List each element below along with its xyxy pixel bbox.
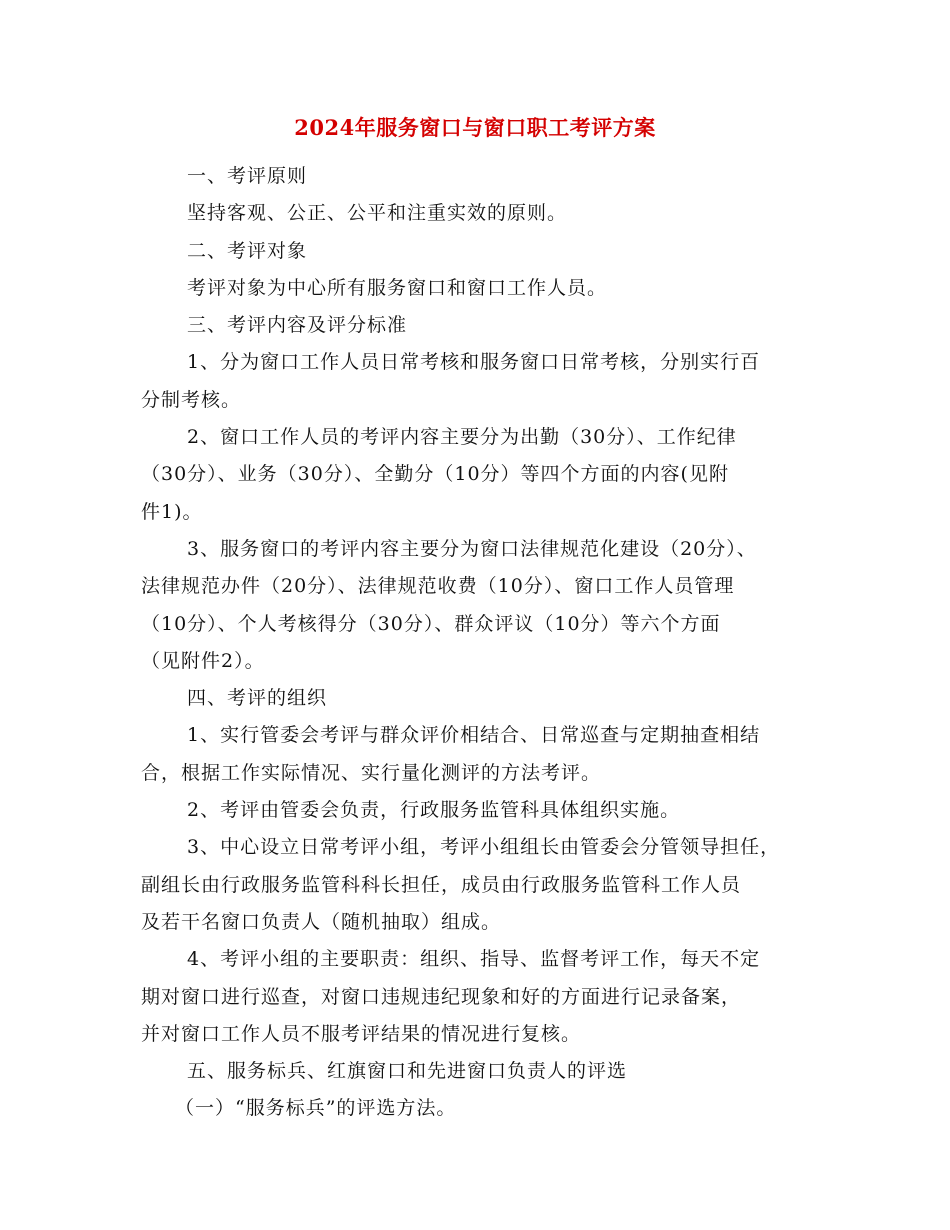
paragraph-line: 期对窗口进行巡查，对窗口违规违纪现象和好的方面进行记录备案， bbox=[141, 985, 742, 1008]
paragraph-line: 合，根据工作实际情况、实行量化测评的方法考评。 bbox=[141, 761, 602, 784]
paragraph-line: 法律规范办件（20分）、法律规范收费（10分）、窗口工作人员管理 bbox=[141, 575, 735, 598]
paragraph-line: 4、考评小组的主要职责：组织、指导、监督考评工作，每天不定 bbox=[187, 948, 761, 971]
paragraph-line: 3、中心设立日常考评小组，考评小组组长由管委会分管领导担任， bbox=[187, 836, 781, 859]
paragraph-line: 分制考核。 bbox=[141, 388, 242, 411]
paragraph-line: 坚持客观、公正、公平和注重实效的原则。 bbox=[187, 202, 568, 225]
paragraph-line: 2、窗口工作人员的考评内容主要分为出勤（30分）、工作纪律 bbox=[187, 426, 737, 449]
paragraph-line: 2、考评由管委会负责，行政服务监管科具体组织实施。 bbox=[187, 799, 681, 822]
paragraph-line: 1、实行管委会考评与群众评价相结合、日常巡查与定期抽查相结 bbox=[187, 724, 761, 747]
section-heading: 一、考评原则 bbox=[187, 165, 308, 187]
paragraph-line: （10分）、个人考核得分（30分）、群众评议（10分）等六个方面 bbox=[141, 612, 721, 635]
subsection-heading: （一）“服务标兵”的评选方法。 bbox=[175, 1097, 457, 1120]
paragraph-line: 及若干名窗口负责人（随机抽取）组成。 bbox=[141, 910, 502, 933]
section-heading: 四、考评的组织 bbox=[187, 687, 328, 710]
paragraph-line: （见附件2）。 bbox=[141, 649, 265, 672]
paragraph-line: 件1)。 bbox=[141, 500, 203, 523]
section-heading: 三、考评内容及评分标准 bbox=[187, 314, 408, 337]
paragraph-line: 考评对象为中心所有服务窗口和窗口工作人员。 bbox=[187, 276, 608, 299]
section-heading: 二、考评对象 bbox=[187, 239, 308, 262]
paragraph-line: 副组长由行政服务监管科科长担任，成员由行政服务监管科工作人员 bbox=[141, 873, 742, 896]
paragraph-line: 1、分为窗口工作人员日常考核和服务窗口日常考核，分别实行百 bbox=[187, 351, 761, 374]
paragraph-line: 3、服务窗口的考评内容主要分为窗口法律规范化建设（20分）、 bbox=[187, 537, 757, 560]
paragraph-line: （30分）、业务（30分）、全勤分（10分）等四个方面的内容(见附 bbox=[141, 463, 729, 486]
section-heading: 五、服务标兵、红旗窗口和先进窗口负责人的评选 bbox=[187, 1060, 628, 1083]
document-body bbox=[141, 158, 821, 1128]
document-title: 2024年服务窗口与窗口职工考评方案 bbox=[294, 115, 656, 140]
paragraph-line: 并对窗口工作人员不服考评结果的情况进行复核。 bbox=[141, 1022, 582, 1045]
